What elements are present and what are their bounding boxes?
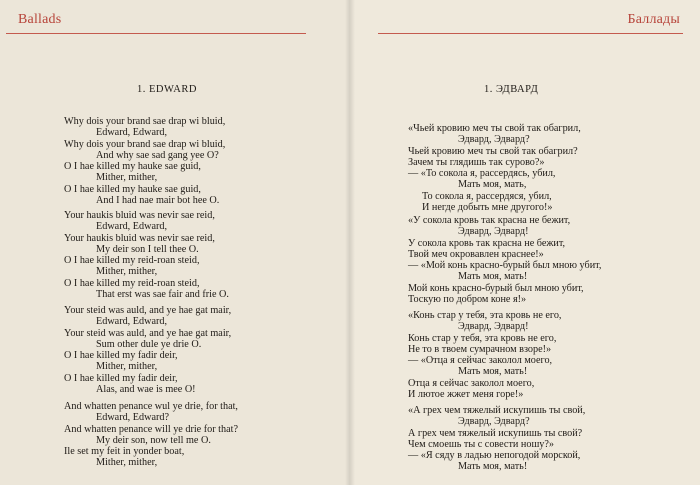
verse-line: Эдвард, Эдвард! xyxy=(458,321,529,333)
verse-line: Твой меч окровавлен краснее!» xyxy=(408,248,544,260)
verse-line: Mither, mither, xyxy=(96,266,158,278)
verse-line: И негде добыть мне другого!» xyxy=(422,202,553,214)
verse-line: Alas, and wae is mee O! xyxy=(96,384,196,396)
verse-line: And I had nae mair bot hee O. xyxy=(96,195,220,207)
verse-line: Mither, mither, xyxy=(96,457,158,469)
verse-line: Чьей кровию меч ты свой так обагрил? xyxy=(408,145,578,157)
verse-line: Эдвард, Эдвард? xyxy=(458,134,530,146)
running-head-right: Баллады xyxy=(627,12,680,27)
verse-line: O I hae killed my reid-roan steid, xyxy=(64,255,200,267)
header-rule-right xyxy=(378,33,683,34)
verse-line: — «Я сяду в ладью непогодой морской, xyxy=(408,450,581,462)
verse-line: Your haukis bluid was nevir sae reid, xyxy=(64,232,215,244)
verse-line: And whatten penance will ye drie for that? xyxy=(64,423,238,435)
stanza-4-russian xyxy=(408,405,585,473)
verse-line: Мать моя, мать, xyxy=(458,179,527,191)
verse-line: А грех чем тяжелый искупишь ты свой? xyxy=(408,427,583,439)
verse-line: — «То сокола я, рассердясь, убил, xyxy=(408,168,556,180)
poem-title-english: 1. EDWARD xyxy=(137,84,197,95)
verse-line: Эдвард, Эдвард! xyxy=(458,226,529,238)
verse-line: Sum other dule ye drie O. xyxy=(96,338,202,350)
stanza-1-russian xyxy=(408,123,581,213)
stanza-3-russian xyxy=(408,310,561,400)
verse-line: That erst was sae fair and frie O. xyxy=(96,289,229,301)
verse-line: Edward, Edward, xyxy=(96,221,168,233)
poem-title-russian: 1. ЭДВАРД xyxy=(484,84,539,95)
verse-line: Edward, Edward? xyxy=(96,412,169,424)
verse-line: «Конь стар у тебя, эта кровь не его, xyxy=(408,310,562,321)
header-rule-left xyxy=(6,33,306,34)
verse-line: Мать моя, мать! xyxy=(458,366,528,378)
verse-line: Edward, Edward, xyxy=(96,316,168,328)
verse-line: Edward, Edward, xyxy=(96,127,168,139)
verse-line: «Чьей кровию меч ты свой так обагрил, xyxy=(408,123,581,134)
stanza-3-english xyxy=(64,305,231,395)
stanza-2-english xyxy=(64,210,229,300)
verse-line: My deir son I tell thee O. xyxy=(96,243,199,255)
verse-line: Мой конь красно-бурый был мною убит, xyxy=(408,282,584,294)
verse-line: Why dois your brand sae drap wi bluid, xyxy=(64,116,226,127)
stanza-4-english xyxy=(64,401,238,469)
verse-line: Мать моя, мать! xyxy=(458,461,528,473)
verse-line: O I hae killed my reid-roan steid, xyxy=(64,277,200,289)
verse-line: Отца я сейчас заколол моего, xyxy=(408,377,535,389)
verse-line: Your haukis bluid was nevir sae reid, xyxy=(64,210,215,221)
verse-line: O I hae killed my hauke sae guid, xyxy=(64,183,201,195)
verse-line: Ile set my feit in yonder boat, xyxy=(64,446,185,458)
verse-line: Эдвард, Эдвард? xyxy=(458,416,530,428)
stanza-1-english xyxy=(64,116,225,206)
verse-line: — «Мой конь красно-бурый был мною убит, xyxy=(408,260,602,272)
verse-line: O I hae killed my hauke sae guid, xyxy=(64,161,201,173)
verse-line: Your steid was auld, and ye hae gat mair, xyxy=(64,327,232,339)
verse-line: И лютое жжет меня горе!» xyxy=(408,389,524,401)
verse-line: And why sae sad gang yee O? xyxy=(96,149,219,161)
verse-line: Мать моя, мать! xyxy=(458,271,528,283)
verse-line: Чем смоешь ты с совести ношу?» xyxy=(408,438,555,450)
verse-line: «А грех чем тяжелый искупишь ты свой, xyxy=(408,405,586,416)
book-gutter xyxy=(345,0,355,485)
verse-line: Why dois your brand sae drap wi bluid, xyxy=(64,138,226,150)
verse-line: Конь стар у тебя, эта кровь не его, xyxy=(408,332,557,344)
verse-line: «У сокола кровь так красна не бежит, xyxy=(408,215,571,226)
running-head-left: Ballads xyxy=(18,12,62,27)
verse-line: Mither, mither, xyxy=(96,361,158,373)
verse-line: — «Отца я сейчас заколол моего, xyxy=(408,355,553,367)
verse-line: Your steid was auld, and ye hae gat mair, xyxy=(64,305,232,316)
verse-line: My deir son, now tell me O. xyxy=(96,434,211,446)
verse-line: Тоскую по добром коне я!» xyxy=(408,294,527,306)
stanza-2-russian xyxy=(408,215,601,305)
verse-line: O I hae killed my fadir deir, xyxy=(64,350,178,362)
verse-line: O I hae killed my fadir deir, xyxy=(64,372,178,384)
verse-line: And whatten penance wul ye drie, for that, xyxy=(64,401,238,412)
verse-line: То сокола я, рассердяся, убил, xyxy=(422,190,552,202)
verse-line: У сокола кровь так красна не бежит, xyxy=(408,237,566,249)
verse-line: Зачем ты глядишь так сурово?» xyxy=(408,156,545,168)
verse-line: Не то в твоем сумрачном взоре!» xyxy=(408,343,552,355)
right-page xyxy=(350,0,700,485)
verse-line: Mither, mither, xyxy=(96,172,158,184)
